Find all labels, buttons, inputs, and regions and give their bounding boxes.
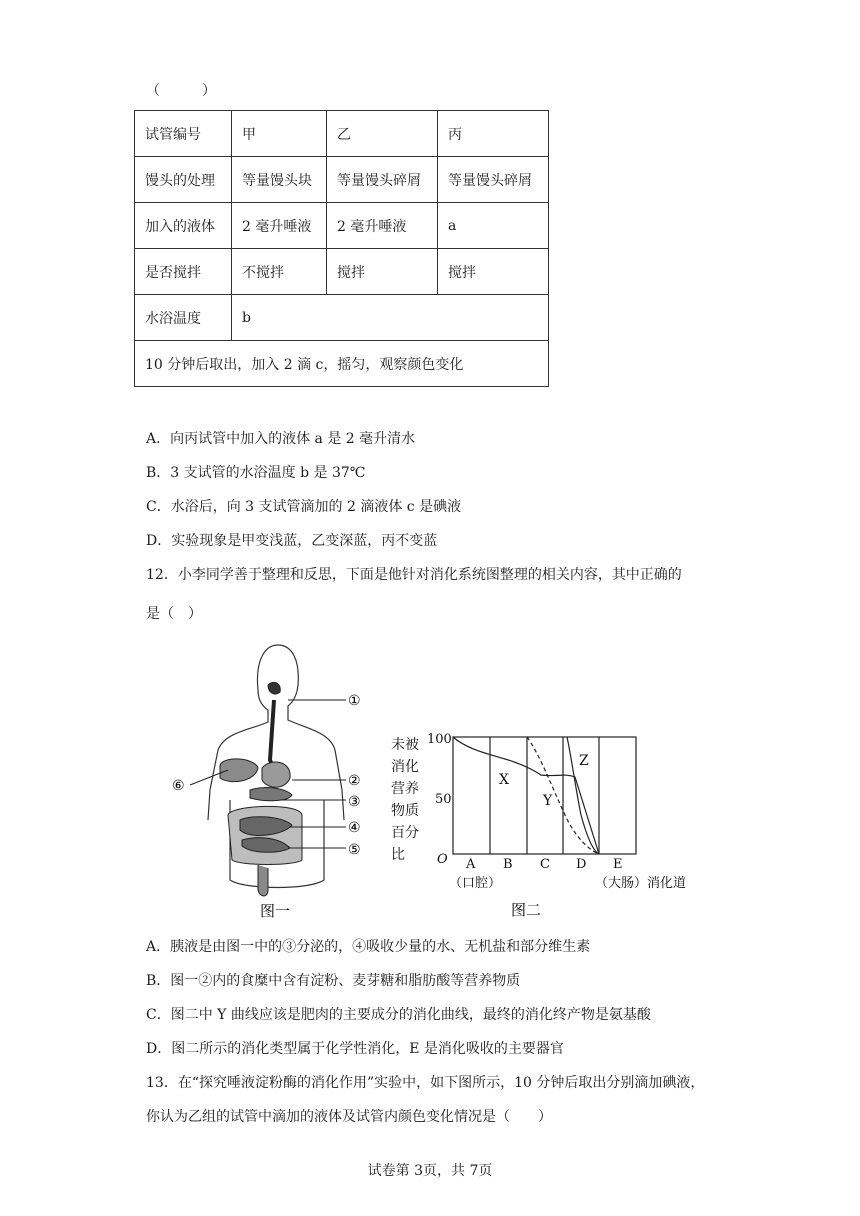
digestive-system-figure — [170, 640, 380, 920]
experiment-table — [134, 110, 549, 387]
fig2-ylabel-line: 百分 — [391, 825, 419, 841]
fig1-label-4: ④ — [348, 820, 361, 836]
fig1-label-3: ③ — [348, 794, 361, 810]
fig1-label-2: ② — [348, 773, 361, 789]
table-cell: 2 毫升唾液 — [232, 203, 327, 249]
q12-option-c: C．图二中 Y 曲线应该是肥肉的主要成分的消化曲线，最终的消化终产物是氨基酸 — [146, 1007, 651, 1023]
q12-option-b: B．图一②内的食糜中含有淀粉、麦芽糖和脂肪酸等营养物质 — [146, 973, 521, 989]
table-row — [135, 157, 549, 203]
q11-option-b: B．3 支试管的水浴温度 b 是 37℃ — [146, 465, 366, 481]
fig2-xsub-right: （大肠）消化道 — [595, 876, 687, 891]
table-cell: 不搅拌 — [232, 249, 327, 295]
table-cell: 2 毫升唾液 — [327, 203, 438, 249]
curve-label-z: Z — [579, 753, 589, 769]
table-row — [135, 295, 549, 341]
table-cell: 水浴温度 — [135, 295, 232, 341]
q12-option-d: D．图二所示的消化类型属于化学性消化，E 是消化吸收的主要器官 — [146, 1041, 564, 1057]
table-cell: 馒头的处理 — [135, 157, 232, 203]
fig2-xtick-a: A — [466, 857, 476, 872]
table-cell: 搅拌 — [438, 249, 549, 295]
fig1-label-1: ① — [348, 693, 361, 709]
table-cell: b — [232, 295, 549, 341]
curve-label-y: Y — [543, 793, 553, 809]
fig2-xtick-c: C — [540, 857, 550, 872]
table-cell: 等量馒头碎屑 — [327, 157, 438, 203]
fig2-ytick-50: 50 — [435, 792, 452, 807]
table-cell: 试管编号 — [135, 111, 232, 157]
fig2-xtick-d: D — [576, 857, 587, 872]
fig2-ylabel-line: 比 — [391, 847, 405, 863]
q12-option-a: A．胰液是由图一中的③分泌的，④吸收少量的水、无机盐和部分维生素 — [146, 939, 591, 955]
q11-option-a: A．向丙试管中加入的液体 a 是 2 毫升清水 — [146, 431, 416, 447]
table-cell: 搅拌 — [327, 249, 438, 295]
table-cell: a — [438, 203, 549, 249]
fig2-ytick-100: 100 — [427, 732, 452, 747]
table-cell: 等量馒头碎屑 — [438, 157, 549, 203]
table-cell: 乙 — [327, 111, 438, 157]
table-cell: 丙 — [438, 111, 549, 157]
digestion-curve-figure — [385, 725, 705, 920]
q12-stem-line1: 12．小李同学善于整理和反思，下面是他针对消化系统图整理的相关内容，其中正确的 — [146, 567, 682, 583]
fig2-xsub-left: （口腔） — [449, 876, 502, 891]
table-cell: 甲 — [232, 111, 327, 157]
table-cell: 是否搅拌 — [135, 249, 232, 295]
fig2-ylabel-line: 消化 — [391, 759, 419, 775]
fig2-ylabel-line: 营养 — [391, 781, 419, 797]
fig2-ylabel-line: 物质 — [391, 803, 419, 819]
fig1-caption: 图一 — [260, 902, 291, 920]
table-row — [135, 203, 549, 249]
fig2-xtick-b: B — [503, 857, 513, 872]
q13-stem-line1: 13．在“探究唾液淀粉酶的消化作用”实验中，如下图所示，10 分钟后取出分别滴加碘液， — [146, 1075, 705, 1091]
fig2-xtick-e: E — [613, 857, 623, 872]
q12-stem-line2: 是（ ） — [146, 606, 202, 622]
fig2-caption: 图二 — [511, 901, 542, 919]
fig2-origin: O — [437, 852, 448, 867]
table-cell: 加入的液体 — [135, 203, 232, 249]
q11-option-c: C．水浴后，向 3 支试管滴加的 2 滴液体 c 是碘液 — [146, 499, 462, 515]
answer-paren: （ ） — [146, 83, 216, 99]
table-row — [135, 111, 549, 157]
fig2-ylabel-line: 未被 — [391, 737, 419, 753]
table-cell: 10 分钟后取出，加入 2 滴 c，摇匀，观察颜色变化 — [135, 341, 549, 387]
fig1-label-5: ⑤ — [348, 842, 361, 858]
page-footer: 试卷第 3页，共 7页 — [367, 1163, 493, 1179]
table-row — [135, 341, 549, 387]
table-row — [135, 249, 549, 295]
curve-label-x: X — [499, 772, 509, 788]
table-cell: 等量馒头块 — [232, 157, 327, 203]
q13-stem-line2: 你认为乙组的试管中滴加的液体及试管内颜色变化情况是（ ） — [146, 1109, 552, 1125]
fig1-label-6: ⑥ — [172, 778, 185, 794]
q11-option-d: D．实验现象是甲变浅蓝，乙变深蓝，丙不变蓝 — [146, 533, 438, 549]
